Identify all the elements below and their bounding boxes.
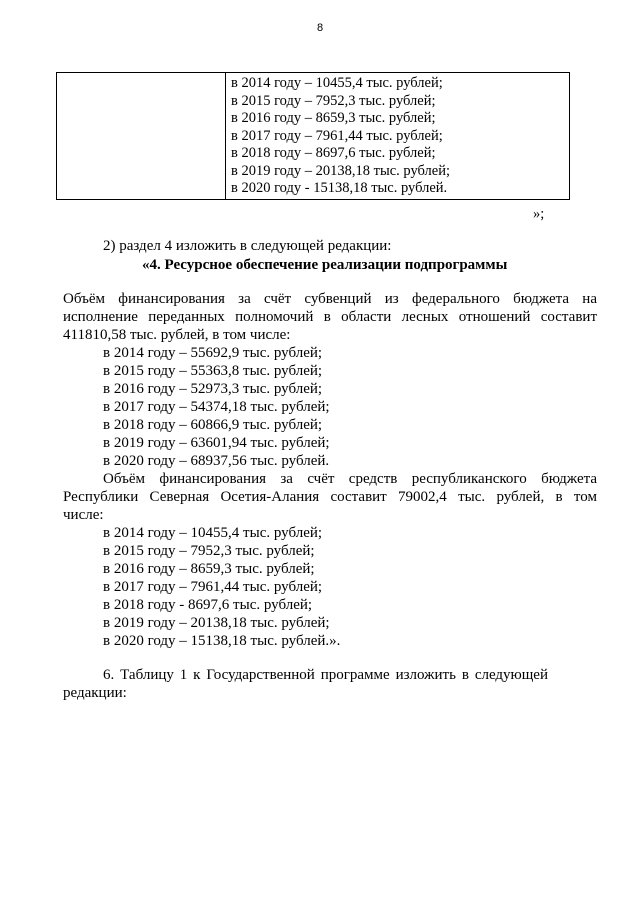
federal-item-2014: в 2014 году – 55692,9 тыс. рублей; [103, 345, 323, 361]
federal-item-2015: в 2015 году – 55363,8 тыс. рублей; [103, 363, 323, 379]
page-number: 8 [316, 22, 324, 34]
federal-item-2017: в 2017 году – 54374,18 тыс. рублей; [103, 399, 330, 415]
republic-item-2016: в 2016 году – 8659,3 тыс. рублей; [103, 561, 315, 577]
table-row [57, 73, 570, 200]
table-line-2014: в 2014 году – 10455,4 тыс. рублей; [231, 75, 443, 91]
section-4-heading: «4. Ресурсное обеспечение реализации подпрограммы [142, 257, 508, 273]
republic-paragraph-line-2: Республики Северная Осетия-Алания составит 79002,4 тыс. рублей, в том [63, 489, 597, 505]
table-line-2020: в 2020 году - 15138,18 тыс. рублей. [231, 180, 448, 196]
federal-item-2016: в 2016 году – 52973,3 тыс. рублей; [103, 381, 323, 397]
funding-table [56, 72, 570, 200]
table-line-2015: в 2015 году – 7952,3 тыс. рублей; [231, 92, 436, 109]
table-line-2019: в 2019 году – 20138,18 тыс. рублей; [231, 162, 451, 179]
table-line-2018: в 2018 году – 8697,6 тыс. рублей; [231, 145, 436, 161]
table-line-2016: в 2016 году – 8659,3 тыс. рублей; [231, 110, 436, 126]
table-line-2017: в 2017 году – 7961,44 тыс. рублей; [231, 127, 443, 144]
section-2-intro: 2) раздел 4 изложить в следующей редакции: [103, 238, 392, 254]
item-6-line-1: 6. Таблицу 1 к Государственной программе изложить в следующей [103, 667, 548, 683]
item-6-line-2: редакции: [63, 685, 127, 701]
federal-paragraph-line-2: исполнение переданных полномочий в области лесных отношений составит [63, 309, 597, 325]
federal-item-2020: в 2020 году – 68937,56 тыс. рублей. [103, 453, 330, 469]
republic-paragraph-line-1: Объём финансирования за счёт средств республиканского бюджета [103, 471, 597, 487]
republic-item-2014: в 2014 году – 10455,4 тыс. рублей; [103, 525, 323, 541]
closing-quote: »; [533, 206, 545, 222]
table-empty-cell [57, 73, 226, 200]
federal-paragraph-line-3: 411810,58 тыс. рублей, в том числе: [63, 327, 291, 343]
republic-item-2020: в 2020 году – 15138,18 тыс. рублей.». [103, 633, 341, 649]
table-years-cell [226, 73, 570, 200]
federal-item-2019: в 2019 году – 63601,94 тыс. рублей; [103, 435, 330, 451]
republic-item-2018: в 2018 году - 8697,6 тыс. рублей; [103, 597, 313, 613]
republic-item-2015: в 2015 году – 7952,3 тыс. рублей; [103, 543, 315, 559]
republic-item-2019: в 2019 году – 20138,18 тыс. рублей; [103, 615, 330, 631]
federal-paragraph-line-1: Объём финансирования за счёт субвенций из федерального бюджета на [63, 291, 597, 307]
republic-item-2017: в 2017 году – 7961,44 тыс. рублей; [103, 579, 323, 595]
federal-item-2018: в 2018 году – 60866,9 тыс. рублей; [103, 417, 323, 433]
republic-paragraph-line-3: числе: [63, 507, 104, 523]
